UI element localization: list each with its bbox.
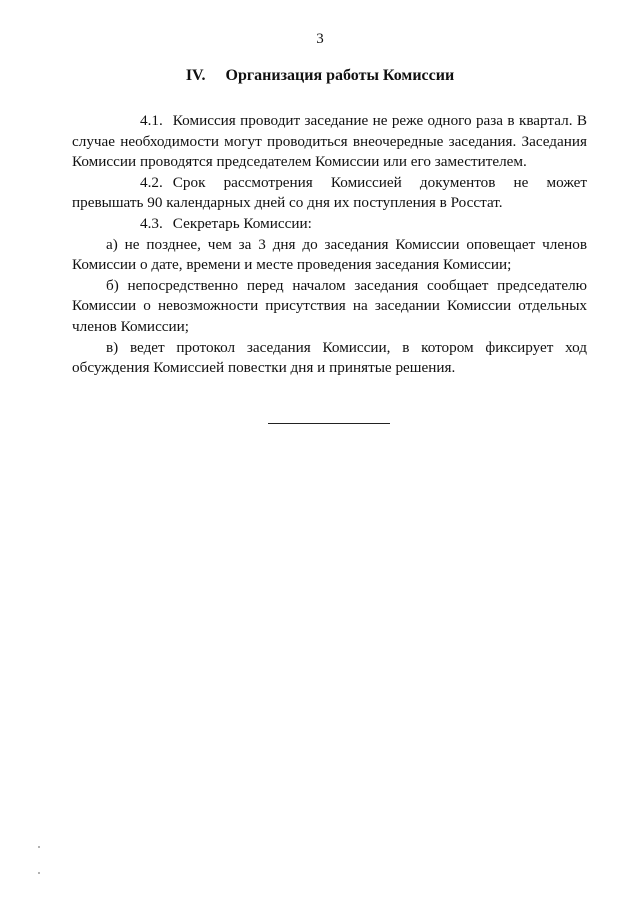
section-number: IV. (185, 67, 206, 84)
paragraph-text: в) ведет протокол заседания Комиссии, в котором фиксирует ход обсуждения Комиссией повестки дня и принятые решения. (72, 338, 587, 377)
subparagraph-v (72, 338, 587, 379)
section-heading (0, 66, 640, 86)
end-of-document-rule (268, 423, 390, 424)
subparagraph-a (72, 235, 587, 276)
section-title: Организация работы Комиссии (225, 67, 455, 84)
paragraph-4-3 (72, 214, 587, 235)
paragraph-text: Секретарь Комиссии: (172, 214, 312, 232)
paragraph-label: 4.2. (140, 173, 163, 191)
paragraph-4-2 (72, 173, 587, 214)
paragraph-label: 4.3. (140, 214, 163, 232)
page-number: 3 (316, 31, 324, 47)
paragraph-4-1 (72, 111, 587, 173)
paragraph-text: б) непосредственно перед началом заседания сообщает председателю Комиссии о невозможности присутствия на заседании Комиссии отдельных членов Комиссии; (72, 276, 587, 335)
scan-speck (38, 846, 40, 848)
paragraph-label: 4.1. (140, 112, 163, 129)
paragraph-text: а) не позднее, чем за 3 дня до заседания Комиссии оповещает членов Комиссии о дате, времени и месте проведения заседания Комиссии; (72, 235, 587, 274)
section-body (72, 111, 587, 379)
paragraph-text: Срок рассмотрения Комиссией документов не может превышать 90 календарных дней со дня их поступления в Росстат. (72, 173, 587, 212)
paragraph-text: Комиссия проводит заседание не реже одного раза в квартал. В случае необходимости могут проводиться внеочередные заседания. Заседания Комиссии проводятся председателем Комиссии или его заместителем. (72, 112, 587, 171)
subparagraph-b (72, 276, 587, 338)
scan-speck (38, 872, 40, 874)
